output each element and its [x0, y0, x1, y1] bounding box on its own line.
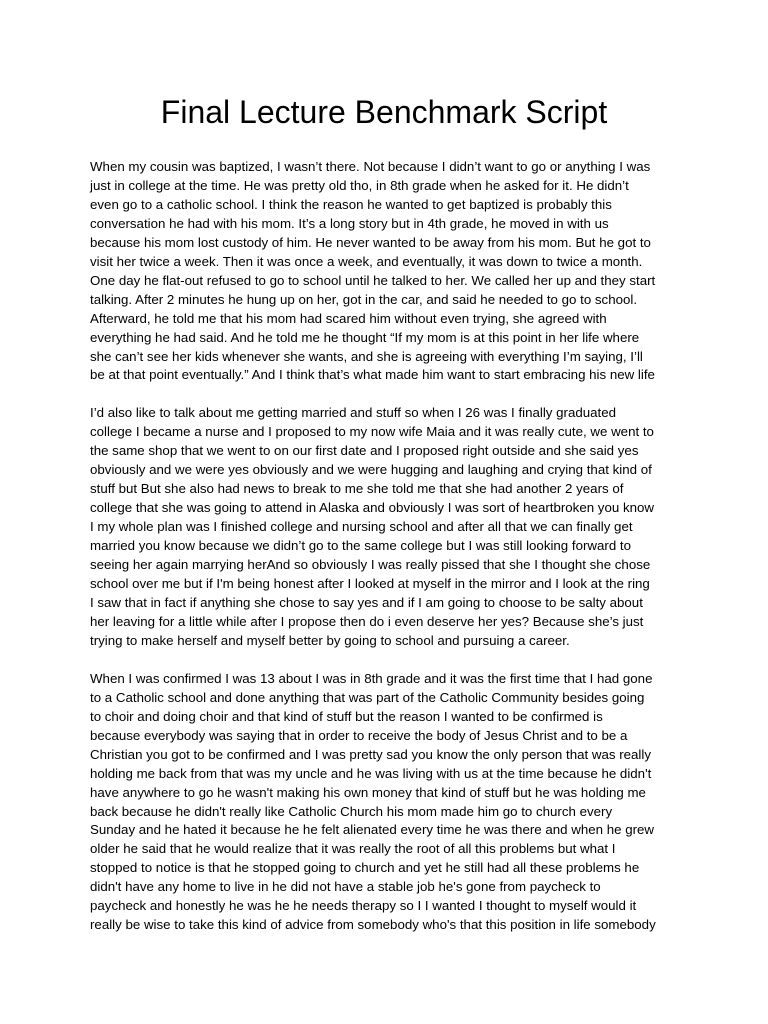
text-line: When I was confirmed I was 13 about I was in 8th grade and it was the first time that I had gone	[90, 670, 653, 686]
text-line: I saw that in fact if anything she chose to say yes and if I am going to choose to be salty about	[90, 594, 643, 610]
document-body	[90, 158, 690, 954]
text-line: didn't have any home to live in he did not have a stable job he's gone from paycheck to	[90, 879, 601, 895]
text-line: paycheck and honestly he was he he needs therapy so I I wanted I thought to myself would it	[90, 898, 637, 914]
text-line: her leaving for a little while after I propose then do i even deserve her yes? Because she’s just	[90, 613, 644, 629]
text-line: I my whole plan was I finished college and nursing school and after all that we can finally get	[90, 519, 633, 535]
text-line: When my cousin was baptized, I wasn’t there. Not because I didn’t want to go or anything I was	[90, 159, 651, 174]
text-line: because everybody was saying that in order to receive the body of Jesus Christ and to be a	[90, 727, 628, 743]
text-line: I’d also like to talk about me getting married and stuff so when I 26 was I finally graduated	[90, 405, 617, 421]
text-line: be at that point eventually.” And I think that’s what made him want to start embracing his new life	[90, 367, 655, 383]
text-line: One day he flat-out refused to go to school until he talked to her. We called her up and they start	[90, 272, 656, 288]
text-line: school over me but if I'm being honest after I looked at myself in the mirror and I look at the ring	[90, 576, 650, 592]
text-line: to choir and doing choir and that kind of stuff but the reason I wanted to be confirmed is	[90, 708, 603, 724]
text-line: because his mom lost custody of him. He never wanted to be away from his mom. But he got to	[90, 234, 651, 250]
text-line: she can’t see her kids whenever she wants, and she is agreeing with everything I’m saying, I’ll	[90, 348, 643, 364]
text-line: stopped to notice is that he stopped going to church and yet he still had all these problems he	[90, 860, 640, 876]
text-line: the same shop that we went to on our first date and I proposed right outside and she said yes	[90, 443, 639, 459]
paragraph-2	[90, 404, 690, 650]
text-line: to a Catholic school and done anything that was part of the Catholic Community besides going	[90, 689, 645, 705]
text-line: talking. After 2 minutes he hung up on her, got in the car, and said he needed to go to school.	[90, 291, 638, 307]
text-line: really be wise to take this kind of advice from somebody who's that this position in life somebody	[90, 917, 656, 933]
text-line: Christian you got to be confirmed and I was pretty sad you know the only person that was really	[90, 746, 651, 762]
text-line: conversation he had with his mom. It’s a long story but in 4th grade, he moved in with us	[90, 215, 609, 231]
text-line: visit her twice a week. Then it was once a week, and eventually, it was down to twice a month.	[90, 253, 643, 269]
paragraph-3	[90, 670, 690, 935]
text-line: Sunday and he hated it because he he felt alienated every time he was there and when he grew	[90, 822, 655, 838]
text-line: older he said that he would realize that it was really the root of all this problems but what I	[90, 841, 616, 857]
text-line: Afterward, he told me that his mom had scared him without even trying, she agreed with	[90, 310, 607, 326]
document-title: Final Lecture Benchmark Script	[160, 94, 608, 130]
text-line: college that she was going to attend in Alaska and obviously I was sort of heartbroken you know	[90, 500, 654, 516]
text-line: obviously and we were yes obviously and we were hugging and laughing and crying that kind of	[90, 462, 652, 478]
text-line: married you know because we didn’t go to the same college but I was still looking forward to	[90, 538, 632, 554]
text-line: stuff but But she also had news to break to me she told me that she had another 2 years of	[90, 481, 624, 497]
text-line: trying to make herself and myself better by going to school and pursuing a career.	[90, 632, 570, 648]
paragraph-1	[90, 158, 690, 385]
text-line: everything he had said. And he told me he thought “If my mom is at this point in her life where	[90, 329, 640, 345]
text-line: even go to a catholic school. I think the reason he wanted to get baptized is probably this	[90, 196, 612, 212]
text-line: college I became a nurse and I proposed to my now wife Maia and it was really cute, we went to	[90, 424, 654, 440]
text-line: seeing her again marrying herAnd so obviously I was really pissed that she I thought she chose	[90, 557, 651, 573]
text-line: back because he didn't really like Catholic Church his mom made him go to church every	[90, 803, 613, 819]
text-line: just in college at the time. He was pretty old tho, in 8th grade when he asked for it. He didn’t	[90, 177, 629, 193]
text-line: have anywhere to go he wasn't making his own money that kind of stuff but he was holding me	[90, 784, 646, 800]
text-line: holding me back from that was my uncle and he was living with us at the time because he didn't	[90, 765, 652, 781]
